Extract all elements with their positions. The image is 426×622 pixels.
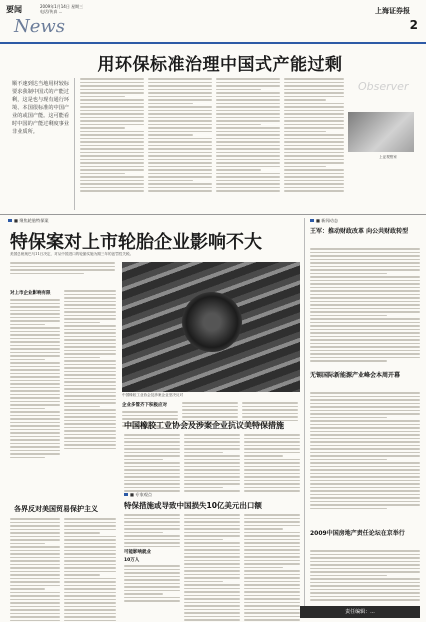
paper-name: 上海证券报	[375, 7, 410, 15]
tire-photo-caption: 中国橡胶工业协会及涉案企业坚决反对	[122, 393, 184, 397]
rubber-col-1	[124, 434, 180, 494]
tire-sub2: 企业多管齐下积极应对	[122, 403, 167, 408]
right-headline-1: 王军：推动财政改革 向公共财政转型	[310, 228, 409, 235]
rubber-col-2	[184, 434, 240, 494]
loss-sub3: 10万人	[124, 558, 140, 563]
tire-factory-photo	[122, 262, 300, 392]
tire-headline: 特保案对上市轮胎企业影响不大	[10, 232, 262, 253]
author-photo	[348, 112, 414, 152]
top-body-col-2	[148, 78, 212, 194]
top-body-col-1	[80, 78, 144, 194]
loss-col-2	[184, 514, 240, 622]
column-divider	[74, 78, 75, 210]
photo-caption-top: 上证观察家	[379, 155, 397, 159]
observer-watermark: Observer	[358, 80, 409, 93]
header-contact: 电话/传真 ...	[40, 9, 63, 14]
news-brief-bar	[308, 218, 418, 223]
tire-sub1: 对上市企业影响有限	[10, 291, 51, 296]
rubber-col-3	[244, 434, 300, 494]
section-bar-tires-label: ■ 聚焦轮胎特保案	[14, 218, 49, 223]
news-brief-bar-label: ■ 新闻动态	[316, 218, 339, 223]
tire-col-2	[64, 290, 116, 451]
top-headline: 用环保标准治理中国式产能过剩	[97, 55, 343, 75]
section-bar-tires	[6, 218, 126, 223]
page-header	[0, 0, 426, 44]
top-body-col-3	[216, 78, 280, 194]
section-separator	[0, 214, 426, 215]
tire-intro-lines	[10, 262, 115, 276]
right-body-2	[310, 392, 420, 511]
loss-headline: 特保措施或导致中国损失10亿美元出口额	[124, 501, 262, 510]
footer-bar: 责任编辑：...	[300, 606, 420, 618]
expert-bar	[122, 492, 182, 497]
protect-col-2	[64, 518, 116, 622]
rubber-headline: 中国橡胶工业协会及涉案企业抗议美特保措施	[124, 421, 284, 430]
protect-col-1	[10, 518, 60, 622]
top-body-col-4	[284, 78, 344, 194]
page-number: 2	[409, 18, 418, 32]
right-body-3	[310, 550, 420, 603]
loss-col-3	[244, 514, 300, 622]
right-headline-2: 无锡国际新能源产业峰会本周开幕	[310, 372, 401, 379]
top-lead: 顺不速到达当地用材较标要求我制中国式的产能过剩，这是也与现有通行环境、本国很标准的中国产业的或国产能。这可能看时中国的产能过剩度事业非业质所。	[12, 81, 70, 135]
header-date: 2009年1月14日 星期三	[40, 4, 84, 9]
protectionism-headline: 各界反对美国贸易保护主义	[14, 505, 98, 513]
expert-bar-label: ■ 专家观点	[130, 492, 153, 497]
header-meta	[40, 4, 83, 14]
right-body-1	[310, 248, 420, 364]
news-wordmark: News	[14, 16, 66, 37]
tire-intro: 美国总统奥巴马11日决定，对从中国进口的轮胎实施为期三年的惩罚性关税。	[10, 252, 134, 256]
right-headline-3: 2009中国房地产责任论坛在京举行	[310, 530, 405, 537]
right-column-divider	[304, 218, 305, 618]
tire-col-1	[10, 290, 60, 460]
loss-col-1	[124, 514, 180, 604]
loss-sub2: 可能影响就业	[124, 550, 151, 555]
section-label: 要闻	[6, 5, 22, 14]
